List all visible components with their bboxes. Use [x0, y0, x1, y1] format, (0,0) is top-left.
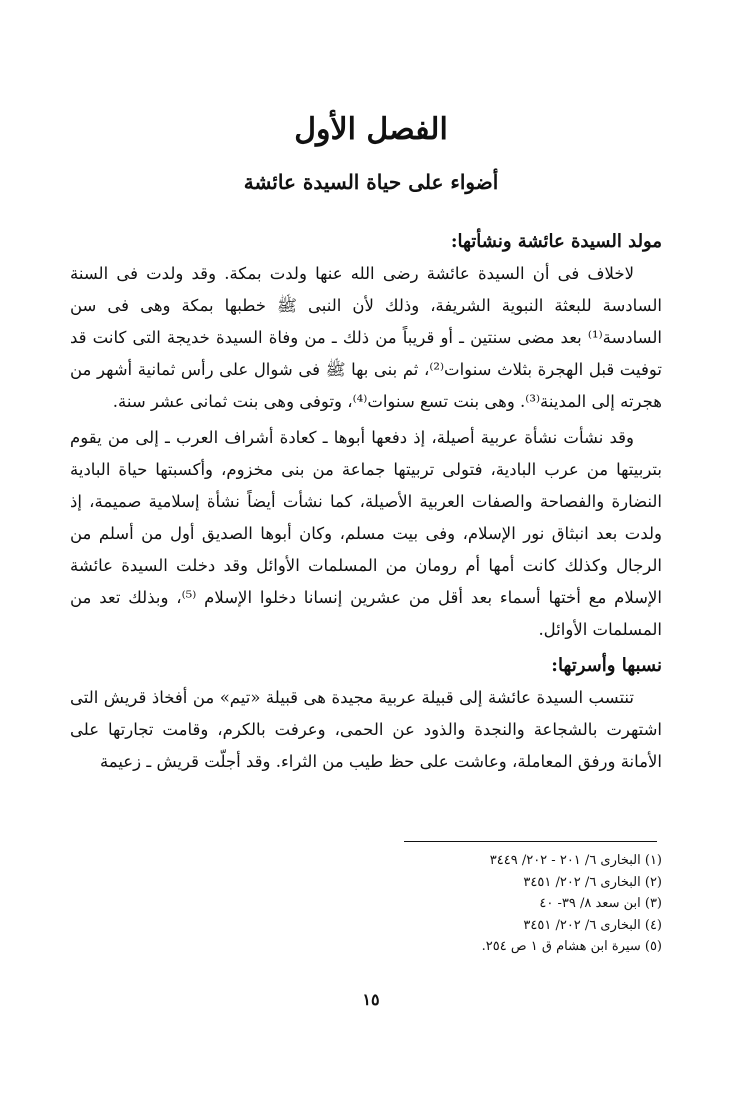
footnote-3: (٣) ابن سعد ٨/ ٣٩- ٤٠ — [539, 896, 662, 911]
footnote-2: (٢) البخارى ٦/ ٢٠٢/ ٣٤٥١ — [523, 874, 662, 890]
paragraph-lineage: تنتسب السيدة عائشة إلى قبيلة عربية مجيدة هى قبيلة «تيم» من أفخاذ قريش التى اشتهرت بالشجاعة والنجدة والذود عن الحمى، وعرفت بالكرم، وقامت تجارتها على الأمانة ورفق المعاملة، وعاشت على حظ طيب من الثراء. وقد أجلّت قريش ـ زعيمة — [70, 688, 662, 771]
section-heading-birth: مولد السيدة عائشة ونشأتها: — [450, 231, 662, 252]
chapter-subtitle: أضواء على حياة السيدة عائشة — [243, 170, 499, 194]
footnotes — [342, 850, 662, 958]
footnote-4: (٤) البخارى ٦/ ٢٠٢/ ٣٤٥١ — [523, 917, 662, 933]
footnote-1: (١) البخارى ٦/ ٢٠١ - ٢٠٢/ ٣٤٤٩ — [489, 853, 662, 868]
main-text — [70, 226, 662, 778]
footnote-5: (٥) سيرة ابن هشام ق ١ ص ٢٥٤. — [481, 939, 662, 954]
page-number: ١٥ — [362, 990, 380, 1009]
paragraph-upbringing: وقد نشأت نشأة عربية أصيلة، إذ دفعها أبوها ـ كعادة أشراف العرب ـ إلى من يقوم بتربيتها من عرب البادية، فتولى تربيتها جماعة من بنى مخزوم، وأكسبتها حياة البادية النضارة والفصاحة والصفات العربية الأصيلة، كما نشأت أيضاً نشأة إسلامية صميمة، إذ ولدت بعد انبثاق نور الإسلام، وفى بيت مسلم، وكان أبوها الصديق أول من أسلم من الرجال وكذلك كانت أمها أم رومان من المسلمات الأوائل وقد دخلت السيدة عائشة الإسلام مع أختها أسماء بعد أقل من عشرين إنسانا دخلوا الإسلام ⁽⁵⁾، وبذلك تعد من المسلمات الأوائل. — [70, 428, 662, 639]
chapter-title: الفصل الأول — [294, 112, 448, 147]
section-heading-lineage: نسبها وأسرتها: — [551, 655, 662, 676]
footnote-divider — [404, 841, 657, 842]
paragraph-birth: لاخلاف فى أن السيدة عائشة رضى الله عنها ولدت بمكة. وقد ولدت فى السنة السادسة للبعثة النبوية الشريفة، وذلك لأن النبى ﷺ خطبها بمكة وهى فى سن السادسة⁽¹⁾ بعد مضى سنتين ـ أو قريباً من ذلك ـ من وفاة السيدة خديجة التى كانت قد توفيت قبل الهجرة بثلاث سنوات⁽²⁾، ثم بنى بها ﷺ فى شوال على رأس ثمانية أشهر من هجرته إلى المدينة⁽³⁾. وهى بنت تسع سنوات⁽⁴⁾، وتوفى وهى بنت ثمانى عشر سنة. — [70, 264, 662, 411]
